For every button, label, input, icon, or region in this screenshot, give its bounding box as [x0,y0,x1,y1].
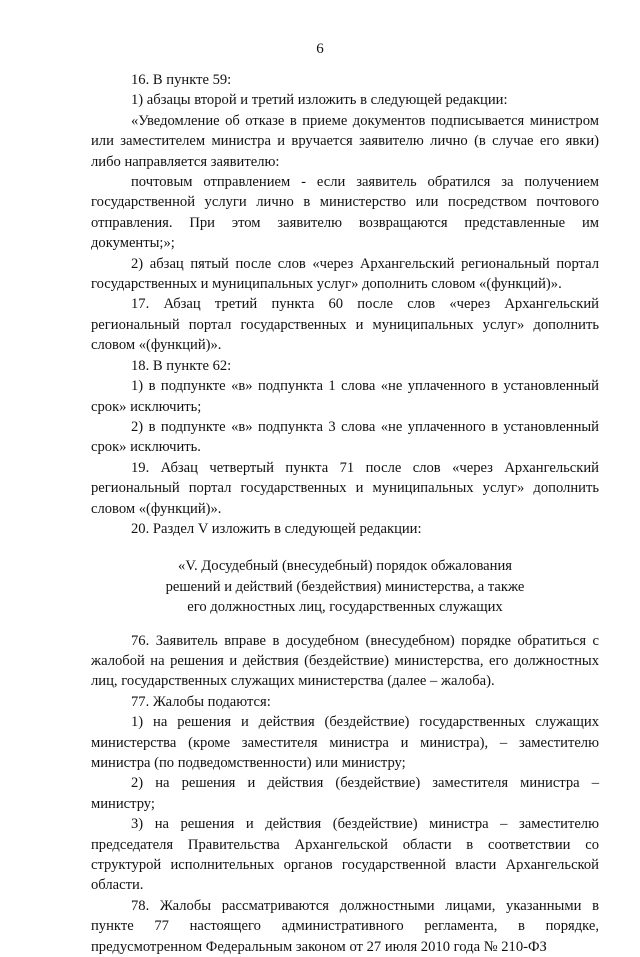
paragraph-quote: почтовым отправлением - если заявитель обратился за получением государственной услуги лично в министерство или посредством почтового отправления. При этом заявителю возвращаются представленные им документы;»; [91,174,599,252]
paragraph-item-76: 76. Заявитель вправе в досудебном (внесудебном) порядке обратиться с жалобой на решения и действия (бездействие) министерства, его должностных лиц, государственных служащих министерства (далее – жалоба). [91,632,599,690]
paragraph-item-20: 20. Раздел V изложить в следующей редакции: [131,520,422,537]
paragraph-item-16: 16. В пункте 59: [131,72,232,88]
paragraph-subitem: 2) в подпункте «в» подпункта 3 слова «не уплаченного в установленный срок» исключить. [91,418,599,456]
paragraph-subitem: 3) на решения и действия (бездействие) министра – заместителю председателя Правительства Архангельской области в соответствии со структурой исполнительных органов государственной власти Архангельской области. [91,816,599,894]
paragraph-quote: «Уведомление об отказе в приеме документов подписывается министром или заместителем министра и вручается заявителю лично (в случае его явки) либо направляется заявителю: [91,112,599,170]
section-heading-line: решений и действий (бездействия) министерства, а также [165,578,525,595]
paragraph-item-18: 18. В пункте 62: [131,357,232,374]
section-heading-line: «V. Досудебный (внесудебный) порядок обжалования [178,558,512,575]
spacer [91,618,599,631]
paragraph-item-17: 17. Абзац третий пункта 60 после слов «через Архангельский региональный портал государственных и муниципальных услуг» дополнить словом «(функций)». [91,296,599,354]
paragraph-subitem: 1) абзацы второй и третий изложить в следующей редакции: [131,92,508,109]
section-heading-line: его должностных лиц, государственных служащих [187,599,503,616]
spacer [91,539,599,556]
document-body [91,70,599,957]
paragraph-item-77: 77. Жалобы подаются: [131,693,271,710]
paragraph-subitem: 2) абзац пятый после слов «через Архангельский региональный портал государственных и муниципальных услуг» дополнить словом «(функций)». [91,255,599,293]
paragraph-item-78: 78. Жалобы рассматриваются должностными лицами, указанными в пункте 77 настоящего административного регламента, в порядке, предусмотренном Федеральным законом от 27 июля 2010 года № 210-ФЗ [91,897,599,955]
paragraph-subitem: 1) на решения и действия (бездействие) государственных служащих министерства (кроме заместителя министра и министра), – заместителю министра (по подведомственности) или министру; [91,714,599,771]
paragraph-subitem: 1) в подпункте «в» подпункта 1 слова «не уплаченного в установленный срок» исключить; [91,378,599,415]
paragraph-subitem: 2) на решения и действия (бездействие) заместителя министра – министру; [91,775,599,812]
paragraph-item-19: 19. Абзац четвертый пункта 71 после слов «через Архангельский региональный портал государственных и муниципальных услуг» дополнить словом «(функций)». [91,459,599,517]
page-number: 6 [316,41,324,57]
